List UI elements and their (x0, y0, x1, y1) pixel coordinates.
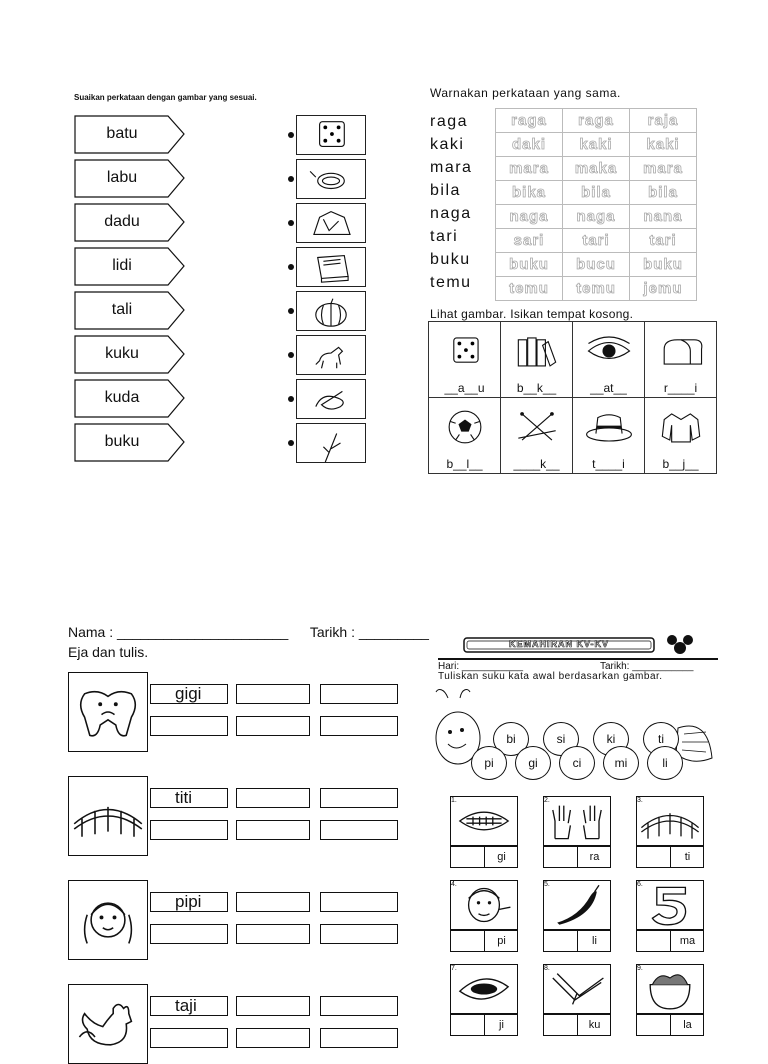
spell-picture (68, 984, 148, 1064)
syllable-instruction: Tuliskan suku kata awal berdasarkan gambar. (438, 671, 663, 682)
word-card-label: dadu (104, 213, 140, 230)
match-worksheet (68, 85, 368, 463)
trace-word-cell[interactable]: raja (630, 109, 697, 133)
fill-blank-label[interactable]: t____i (592, 457, 625, 471)
trace-row (496, 157, 697, 181)
write-box[interactable] (320, 924, 398, 944)
trace-word-cell[interactable]: kaki (630, 133, 697, 157)
match-dot[interactable] (288, 220, 294, 226)
trace-word-cell[interactable]: bila (563, 181, 630, 205)
fill-blank-label[interactable]: r____i (663, 381, 698, 395)
item-number: 5. (544, 881, 550, 888)
match-picture-box[interactable] (296, 291, 366, 331)
syllable-picture (543, 796, 611, 846)
item-number: 4. (451, 881, 457, 888)
syllable-worksheet (430, 630, 730, 1031)
write-box[interactable] (320, 1028, 398, 1048)
spell-picture (68, 776, 148, 856)
target-word: buku (430, 251, 471, 268)
fill-picture-cell[interactable] (429, 322, 501, 398)
trace-word-cell[interactable]: bucu (563, 253, 630, 277)
fill-picture-cell[interactable] (501, 322, 573, 398)
word-card[interactable] (74, 159, 182, 197)
target-word-column (430, 110, 472, 294)
word-card[interactable] (74, 203, 182, 241)
match-picture-box[interactable] (296, 115, 366, 155)
trace-row (496, 109, 697, 133)
syllable-date-label: Tarikh: ___________ (600, 661, 694, 672)
spell-instruction: Eja dan tulis. (68, 644, 149, 660)
word-card[interactable] (74, 115, 182, 153)
match-picture-box[interactable] (296, 423, 366, 463)
trace-word-table (495, 108, 697, 301)
trace-word-cell[interactable]: mara (496, 157, 563, 181)
word-card[interactable] (74, 379, 182, 417)
write-box[interactable] (150, 1028, 228, 1048)
word-card-label: buku (104, 433, 140, 450)
syllable-circle: li (647, 746, 683, 780)
banner-title: KEMAHIRAN KV-KV (508, 639, 609, 649)
syllable-picture (543, 964, 611, 1014)
fill-picture-cell[interactable] (573, 322, 645, 398)
write-box[interactable] (236, 684, 310, 704)
trace-word-cell[interactable]: tari (563, 229, 630, 253)
word-card[interactable] (74, 335, 182, 373)
word-card[interactable] (74, 291, 182, 329)
trace-word-cell[interactable]: nana (630, 205, 697, 229)
syllable-ending: li (577, 931, 611, 951)
syllable-picture (543, 880, 611, 930)
item-number: 2. (544, 797, 550, 804)
fill-blank-label[interactable]: __at__ (590, 381, 627, 395)
syllable-ending: ji (484, 1015, 518, 1035)
item-number: 1. (451, 797, 457, 804)
write-box[interactable] (236, 924, 310, 944)
target-word: mara (430, 159, 473, 176)
trace-row (496, 133, 697, 157)
word-card-label: batu (106, 125, 138, 142)
target-word: naga (430, 205, 472, 222)
fill-picture-cell[interactable] (645, 322, 717, 398)
match-dot[interactable] (288, 132, 294, 138)
word-card[interactable] (74, 423, 182, 461)
match-dot[interactable] (288, 352, 294, 358)
syllable-circle: gi (515, 746, 551, 780)
syllable-ending: gi (484, 847, 518, 867)
syllable-circle: ti (643, 722, 679, 756)
write-box[interactable] (236, 820, 310, 840)
syllable-ending: ti (670, 847, 704, 867)
spell-worksheet (68, 620, 429, 1024)
model-word: pipi (175, 892, 202, 911)
item-number: 7. (451, 965, 457, 972)
match-dot[interactable] (288, 440, 294, 446)
syllable-circle: mi (603, 746, 639, 780)
word-card[interactable] (74, 247, 182, 285)
write-box[interactable] (236, 1028, 310, 1048)
syllable-ending: ma (670, 931, 704, 951)
fill-blank-label[interactable]: b__k__ (516, 381, 557, 395)
model-word: taji (175, 996, 197, 1015)
syllable-answer-box[interactable] (543, 846, 611, 868)
fill-picture-cell[interactable] (429, 398, 501, 474)
syllable-answer-box[interactable] (543, 1014, 611, 1036)
name-date-header (68, 624, 429, 640)
syllable-picture (450, 964, 518, 1014)
word-card-label: labu (106, 169, 138, 186)
trace-word-cell[interactable]: raga (563, 109, 630, 133)
syllable-picture (636, 796, 704, 846)
trace-word-cell[interactable]: bila (630, 181, 697, 205)
syllable-ending: ku (577, 1015, 611, 1035)
match-dot[interactable] (288, 176, 294, 182)
syllable-answer-box[interactable] (636, 1014, 704, 1036)
write-box[interactable] (320, 684, 398, 704)
match-dot[interactable] (288, 308, 294, 314)
target-word: bila (430, 182, 461, 199)
match-picture-box[interactable] (296, 379, 366, 419)
syllable-picture (450, 796, 518, 846)
word-card-label: kuda (104, 389, 140, 406)
fill-picture-cell[interactable] (501, 398, 573, 474)
syllable-answer-box[interactable] (450, 930, 518, 952)
syllable-picture (636, 964, 704, 1014)
model-word-box (150, 996, 228, 1016)
syllable-ending: la (670, 1015, 704, 1035)
write-box[interactable] (236, 996, 310, 1016)
syllable-picture (636, 880, 704, 930)
trace-word-cell[interactable]: naga (496, 205, 563, 229)
trace-word-cell[interactable]: daki (496, 133, 563, 157)
match-picture-box[interactable] (296, 203, 366, 243)
trace-row (496, 253, 697, 277)
spell-picture (68, 880, 148, 960)
write-box[interactable] (236, 788, 310, 808)
trace-word-cell[interactable]: raga (496, 109, 563, 133)
write-box[interactable] (320, 716, 398, 736)
fill-blank-label[interactable]: b__j__ (662, 457, 699, 471)
colour-instruction: Warnakan perkataan yang sama. (430, 86, 621, 100)
trace-row (496, 181, 697, 205)
write-box[interactable] (236, 892, 310, 912)
match-picture-box[interactable] (296, 335, 366, 375)
syllable-circle: pi (471, 746, 507, 780)
trace-word-cell[interactable]: buku (496, 253, 563, 277)
item-number: 3. (637, 797, 643, 804)
trace-word-cell[interactable]: mara (630, 157, 697, 181)
model-word: gigi (175, 684, 202, 703)
trace-word-cell[interactable]: sari (496, 229, 563, 253)
syllable-circle: ki (593, 722, 629, 756)
target-word: tari (430, 228, 459, 245)
fill-picture-cell[interactable] (645, 398, 717, 474)
syllable-answer-box[interactable] (543, 930, 611, 952)
trace-row (496, 205, 697, 229)
match-picture-box[interactable] (296, 159, 366, 199)
match-dot[interactable] (288, 396, 294, 402)
match-dot[interactable] (288, 264, 294, 270)
target-word: kaki (430, 136, 465, 153)
syllable-circle: ci (559, 746, 595, 780)
date-label: Tarikh : _________ (309, 624, 429, 640)
target-word: raga (430, 113, 469, 130)
write-box[interactable] (150, 924, 228, 944)
model-word-box (150, 684, 228, 704)
syllable-circle: bi (493, 722, 529, 756)
write-box[interactable] (236, 716, 310, 736)
trace-word-cell[interactable]: temu (496, 277, 563, 301)
fill-blank-label[interactable]: b__l__ (446, 457, 483, 471)
fill-blank-label[interactable]: __a__u (444, 381, 485, 395)
write-box[interactable] (150, 820, 228, 840)
syllable-answer-box[interactable] (636, 930, 704, 952)
fill-picture-grid (428, 321, 717, 474)
match-picture-box[interactable] (296, 247, 366, 287)
syllable-answer-box[interactable] (450, 846, 518, 868)
trace-word-cell[interactable]: tari (630, 229, 697, 253)
model-word: titi (175, 788, 192, 807)
trace-word-cell[interactable]: maka (563, 157, 630, 181)
trace-row (496, 229, 697, 253)
target-word: temu (430, 274, 472, 291)
trace-word-cell[interactable]: temu (563, 277, 630, 301)
syllable-answer-box[interactable] (450, 1014, 518, 1036)
name-label: Nama : ______________________ (68, 624, 289, 640)
colour-worksheet (428, 80, 718, 480)
trace-row (496, 277, 697, 301)
write-box[interactable] (320, 996, 398, 1016)
write-box[interactable] (320, 820, 398, 840)
match-instruction: Suaikan perkataan dengan gambar yang sesuai. (74, 93, 257, 102)
syllable-answer-box[interactable] (636, 846, 704, 868)
item-number: 8. (544, 965, 550, 972)
day-label: Hari: ___________ (438, 661, 524, 672)
banner-rule (438, 658, 718, 660)
trace-word-cell[interactable]: jemu (630, 277, 697, 301)
trace-word-cell[interactable]: naga (563, 205, 630, 229)
syllable-circle: si (543, 722, 579, 756)
syllable-ending: pi (484, 931, 518, 951)
fill-instruction: Lihat gambar. Isikan tempat kosong. (430, 307, 634, 321)
syllable-ending: ra (577, 847, 611, 867)
model-word-box (150, 788, 228, 808)
write-box[interactable] (150, 716, 228, 736)
word-card-label: lidi (112, 257, 132, 274)
fill-picture-cell[interactable] (573, 398, 645, 474)
item-number: 6. (637, 881, 643, 888)
write-box[interactable] (320, 788, 398, 808)
word-card-label: kuku (105, 345, 139, 362)
trace-word-cell[interactable]: kaki (563, 133, 630, 157)
word-card-label: tali (111, 301, 133, 318)
trace-word-cell[interactable]: bika (496, 181, 563, 205)
trace-word-cell[interactable]: buku (630, 253, 697, 277)
write-box[interactable] (320, 892, 398, 912)
model-word-box (150, 892, 228, 912)
fill-blank-label[interactable]: ____k__ (513, 457, 560, 471)
spell-picture (68, 672, 148, 752)
syllable-picture (450, 880, 518, 930)
item-number: 9. (637, 965, 643, 972)
